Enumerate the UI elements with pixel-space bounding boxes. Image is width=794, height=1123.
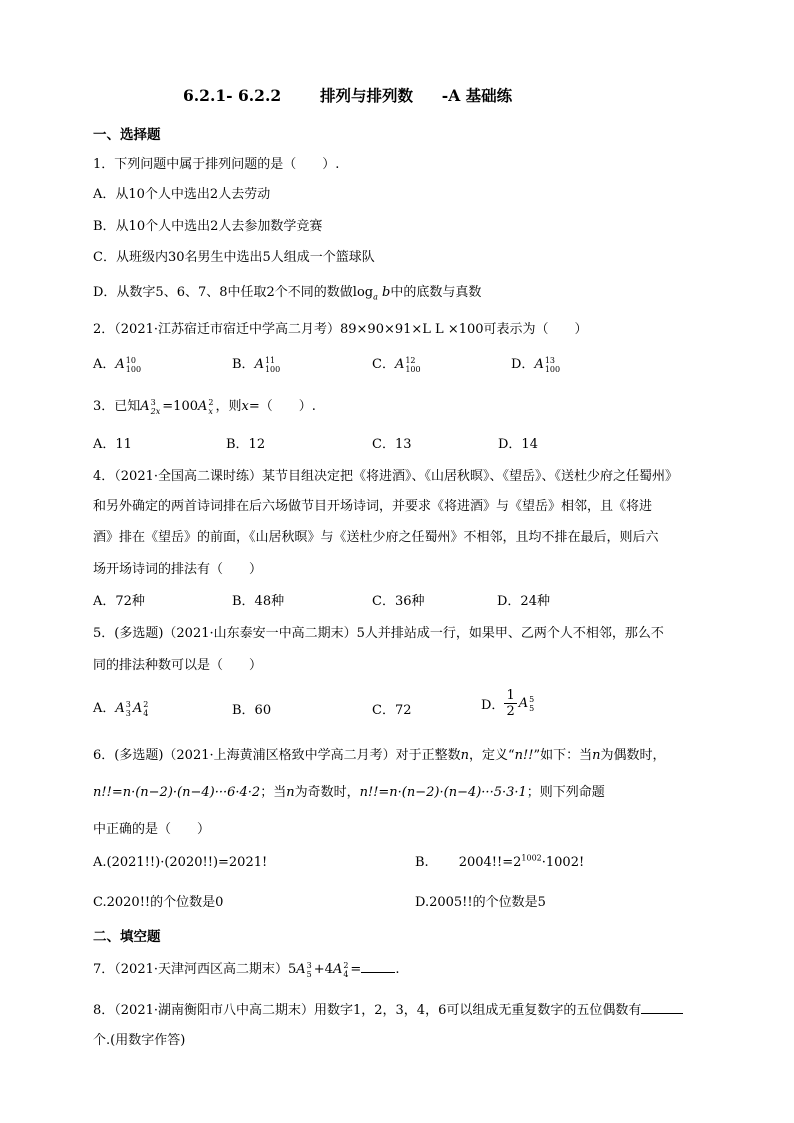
question-2-option-a: A．A 10 100 <box>93 355 142 374</box>
question-6-line-2: n!!=n·(n−2)·(n−4)···6·4·2；当n为奇数时，n!!=n·(n−2)·(n−4)···5·3·1；则下列命题 <box>93 785 605 800</box>
question-5-option-a: A．A 3 3 A 2 4 <box>93 699 149 718</box>
question-2-option-d: D．A 13 100 <box>511 355 561 374</box>
question-2-stem: 2．（2021·江苏宿迁市宿迁中学高二月考）89×90×91×L L ×100可表示为（ ） <box>93 322 588 337</box>
question-5-option-c: C．72 <box>372 703 412 718</box>
question-4-line-4: 场开场诗词的排法有（ ） <box>93 562 263 577</box>
log-formula: $\log_a b$ <box>352 285 391 302</box>
option-d-text-post: 中的底数与真数 <box>390 285 482 300</box>
question-8-line-1: 8．（2021·湖南衡阳市八中高二期末）用数字1，2，3，4，6可以组成无重复数字的五位偶数有 <box>93 999 683 1018</box>
answer-blank[interactable] <box>641 1013 683 1014</box>
section-heading-fill: 二、填空题 <box>93 929 161 945</box>
question-7: 7．（2021·天津河西区高二期末）5A 3 5 +4A 2 4 = . <box>93 960 400 979</box>
question-6-option-c: C.2020!!的个位数是0 <box>93 895 224 910</box>
page-title <box>183 84 512 106</box>
question-5-option-b: B．60 <box>232 703 272 718</box>
question-4-line-1: 4．（2021·全国高二课时练）某节目组决定把《将进酒》、《山居秋暝》、《望岳》、《送杜少府之任蜀州》 <box>93 469 678 484</box>
question-3-option-a: A．11 <box>93 437 132 452</box>
question-4-line-2: 和另外确定的两首诗词排在后六场做节目开场诗词，并要求《将进酒》与《望岳》相邻，且《将进 <box>93 499 653 514</box>
question-4-option-d: D．24种 <box>497 594 550 609</box>
question-3-option-c: C．13 <box>372 437 412 452</box>
question-1-option-d <box>93 281 481 300</box>
question-6-option-b: B. $2004!!=2^{1002}\cdot 1002$! <box>415 853 585 870</box>
question-4-option-b: B．48种 <box>232 594 285 609</box>
question-2-option-b: B．A 11 100 <box>232 355 281 374</box>
question-4-option-a: A．72种 <box>93 594 145 609</box>
question-4-option-c: C．36种 <box>372 594 425 609</box>
answer-blank[interactable] <box>361 972 395 973</box>
question-6-line-3: 中正确的是（ ） <box>93 822 211 837</box>
question-1-option-b: B．从10个人中选出2人去参加数学竞赛 <box>93 219 323 234</box>
question-6-option-a: A.(2021!!)·(2020!!)=2021! <box>93 855 268 870</box>
question-1-option-a: A．从10个人中选出2人去劳动 <box>93 187 271 202</box>
question-1-stem: 1．下列问题中属于排列问题的是（ ）. <box>93 157 340 172</box>
question-3-option-d: D．14 <box>498 437 538 452</box>
question-2-option-c: C．A 12 100 <box>372 355 421 374</box>
title-level: -A 基础练 <box>441 86 513 105</box>
question-1-option-c: C．从班级内30名男生中选出5人组成一个篮球队 <box>93 250 375 265</box>
question-5-line-2: 同的排法种数可以是（ ） <box>93 658 263 673</box>
question-8-line-2: 个.(用数字作答) <box>93 1033 186 1048</box>
question-6-option-d: D.2005!!的个位数是5 <box>415 895 546 910</box>
title-main: 排列与排列数 <box>319 86 413 105</box>
question-6-line-1: 6．(多选题)（2021·上海黄浦区格致中学高二月考）对于正整数n，定义“n!!”如下：当n为偶数时， <box>93 748 666 763</box>
question-3-option-b: B．12 <box>226 437 266 452</box>
section-heading-choice: 一、选择题 <box>93 127 161 143</box>
question-5-option-d: D． $\frac{1}{2}$ A 5 5 <box>481 688 535 719</box>
question-5-line-1: 5．(多选题)（2021·山东泰安一中高二期末）5人并排站成一行，如果甲、乙两个人不相邻，那么不 <box>93 626 664 641</box>
option-d-text-pre: D．从数字5、6、7、8中任取2个不同的数做 <box>93 285 353 300</box>
title-code: 6.2.1- 6.2.2 <box>183 86 282 105</box>
question-3-stem: 3．已知A 3 2x =100A 2 x ，则x=（ ）. <box>93 397 316 416</box>
question-4-line-3: 酒》排在《望岳》的前面，《山居秋暝》与《送杜少府之任蜀州》不相邻，且均不排在最后，则后六 <box>93 530 659 545</box>
